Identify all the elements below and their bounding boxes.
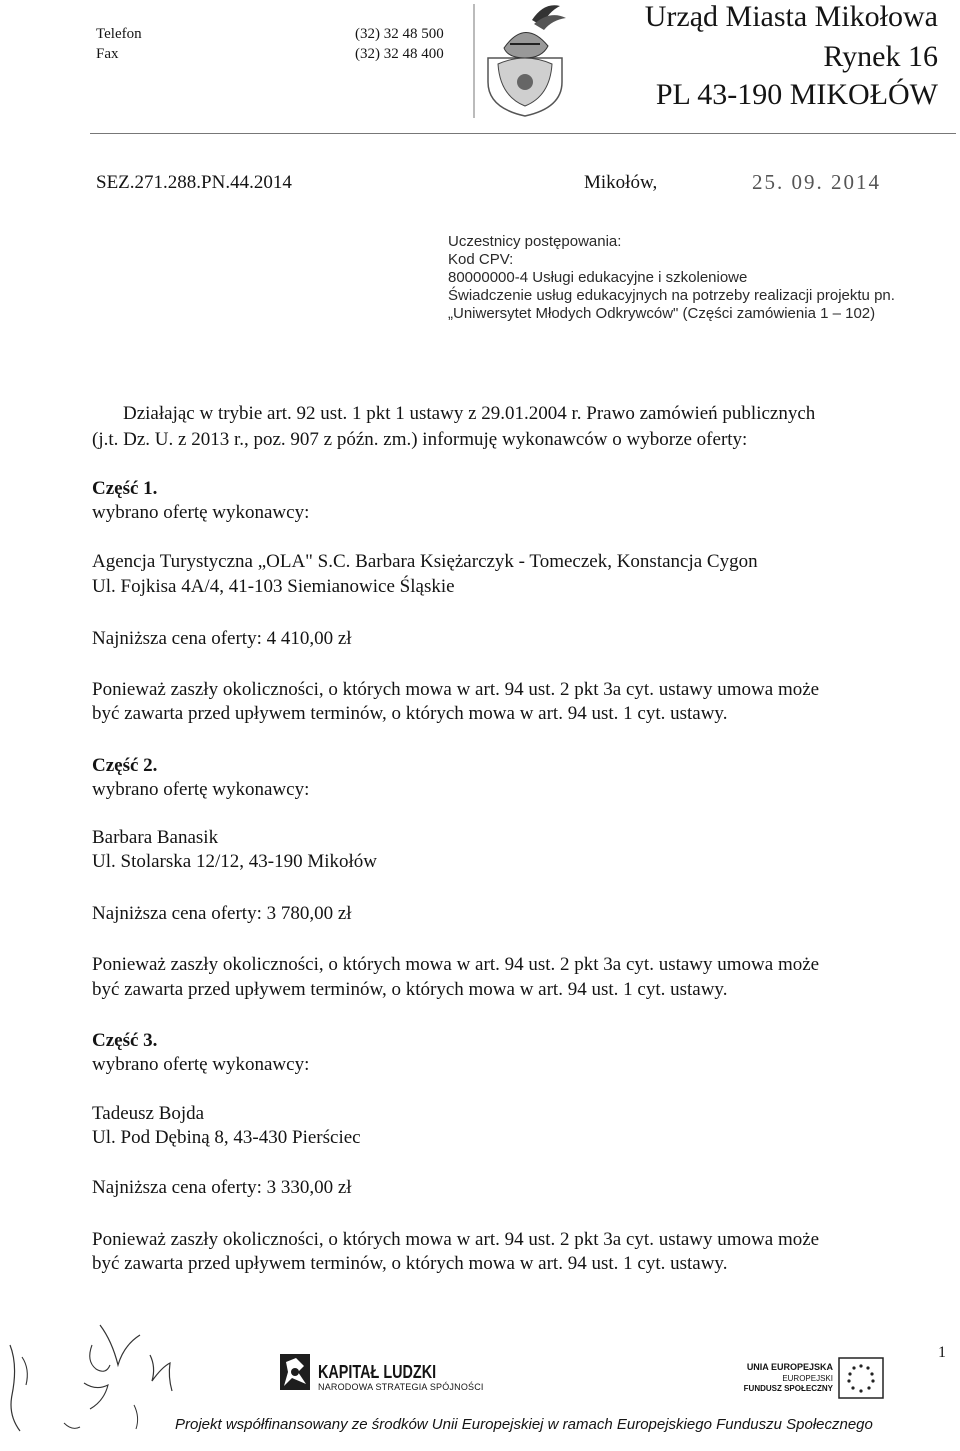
- part-1-price: Najniższa cena oferty: 4 410,00 zł: [92, 628, 352, 649]
- part-1-contractor: Agencja Turystyczna „OLA" S.C. Barbara Księżarczyk - Tomeczek, Konstancja Cygon: [92, 551, 758, 572]
- part-1-heading: Część 1.: [92, 478, 158, 499]
- eu-label: UNIA EUROPEJSKA: [746, 1362, 833, 1372]
- phone-value: (32) 32 48 500: [355, 26, 444, 42]
- phone-label: Telefon: [96, 26, 142, 42]
- part-3-heading: Część 3.: [92, 1030, 158, 1051]
- part-1-note-1: Ponieważ zaszły okoliczności, o których mowa w art. 94 ust. 2 pkt 3a cyt. ustawy umowa może: [92, 679, 820, 700]
- part-2-heading: Część 2.: [92, 755, 158, 776]
- part-2-price: Najniższa cena oferty: 3 780,00 zł: [92, 903, 352, 924]
- reference-number: SEZ.271.288.PN.44.2014: [96, 172, 292, 193]
- page-number: 1: [938, 1344, 946, 1361]
- kapital-ludzki-subtitle: NARODOWA STRATEGIA SPÓJNOŚCI: [318, 1382, 484, 1392]
- addressee-line-3: 80000000-4 Usługi edukacyjne i szkoleniowe: [448, 269, 748, 286]
- fax-label: Fax: [96, 46, 119, 62]
- part-3-address: Ul. Pod Dębiną 8, 43-430 Pierściec: [92, 1127, 361, 1148]
- fax-value: (32) 32 48 400: [355, 46, 444, 62]
- part-2-chosen: wybrano ofertę wykonawcy:: [92, 779, 310, 800]
- eu-flag-icon: [838, 1357, 884, 1399]
- reference-place: Mikołów,: [584, 172, 658, 193]
- part-3-note-1: Ponieważ zaszły okoliczności, o których mowa w art. 94 ust. 2 pkt 3a cyt. ustawy umowa może: [92, 1229, 820, 1250]
- cofinancing-note: Projekt współfinansowany ze środków Unii Europejskiej w ramach Europejskiego Funduszu Społecznego: [175, 1416, 873, 1433]
- office-postal-city: PL 43-190 MIKOŁÓW: [655, 78, 938, 111]
- part-1-address: Ul. Fojkisa 4A/4, 41-103 Siemianowice Śląskie: [92, 576, 455, 597]
- intro-line-1: Działając w trybie art. 92 ust. 1 pkt 1 ustawy z 29.01.2004 r. Prawo zamówień publicznych: [123, 403, 816, 424]
- part-2-note-2: być zawarta przed upływem terminów, o których mowa w art. 94 ust. 1 cyt. ustawy.: [92, 979, 728, 1000]
- date-stamp: 25. 09. 2014: [752, 170, 881, 194]
- part-1-note-2: być zawarta przed upływem terminów, o których mowa w art. 94 ust. 1 cyt. ustawy.: [92, 703, 728, 724]
- city-crest-logo: [470, 0, 580, 118]
- kapital-ludzki-logo-icon: [278, 1352, 312, 1392]
- kapital-ludzki-title: KAPITAŁ LUDZKI: [318, 1362, 437, 1382]
- part-3-chosen: wybrano ofertę wykonawcy:: [92, 1054, 310, 1075]
- addressee-line-4: Świadczenie usług edukacyjnych na potrzeby realizacji projektu pn.: [448, 287, 895, 304]
- addressee-line-5: „Uniwersytet Młodych Odkrywców" (Części zamówienia 1 – 102): [448, 305, 876, 322]
- part-2-address: Ul. Stolarska 12/12, 43-190 Mikołów: [92, 851, 377, 872]
- part-3-price: Najniższa cena oferty: 3 330,00 zł: [92, 1177, 352, 1198]
- intro-line-2: (j.t. Dz. U. z 2013 r., poz. 907 z późn. zm.) informuję wykonawców o wyborze oferty:: [92, 429, 748, 450]
- part-2-note-1: Ponieważ zaszły okoliczności, o których mowa w art. 94 ust. 2 pkt 3a cyt. ustawy umowa może: [92, 954, 820, 975]
- part-3-note-2: być zawarta przed upływem terminów, o których mowa w art. 94 ust. 1 cyt. ustawy.: [92, 1253, 728, 1274]
- addressee-line-2: Kod CPV:: [448, 251, 514, 268]
- part-2-contractor: Barbara Banasik: [92, 827, 219, 848]
- part-1-chosen: wybrano ofertę wykonawcy:: [92, 502, 310, 523]
- esf-label-2: FUNDUSZ SPOŁECZNY: [743, 1384, 833, 1393]
- part-3-contractor: Tadeusz Bojda: [92, 1103, 205, 1124]
- office-name: Urząd Miasta Mikołowa: [644, 0, 938, 33]
- addressee-line-1: Uczestnicy postępowania:: [448, 233, 622, 250]
- office-street: Rynek 16: [823, 40, 938, 73]
- header-divider: [90, 133, 956, 134]
- esf-label-1: EUROPEJSKI: [782, 1374, 833, 1383]
